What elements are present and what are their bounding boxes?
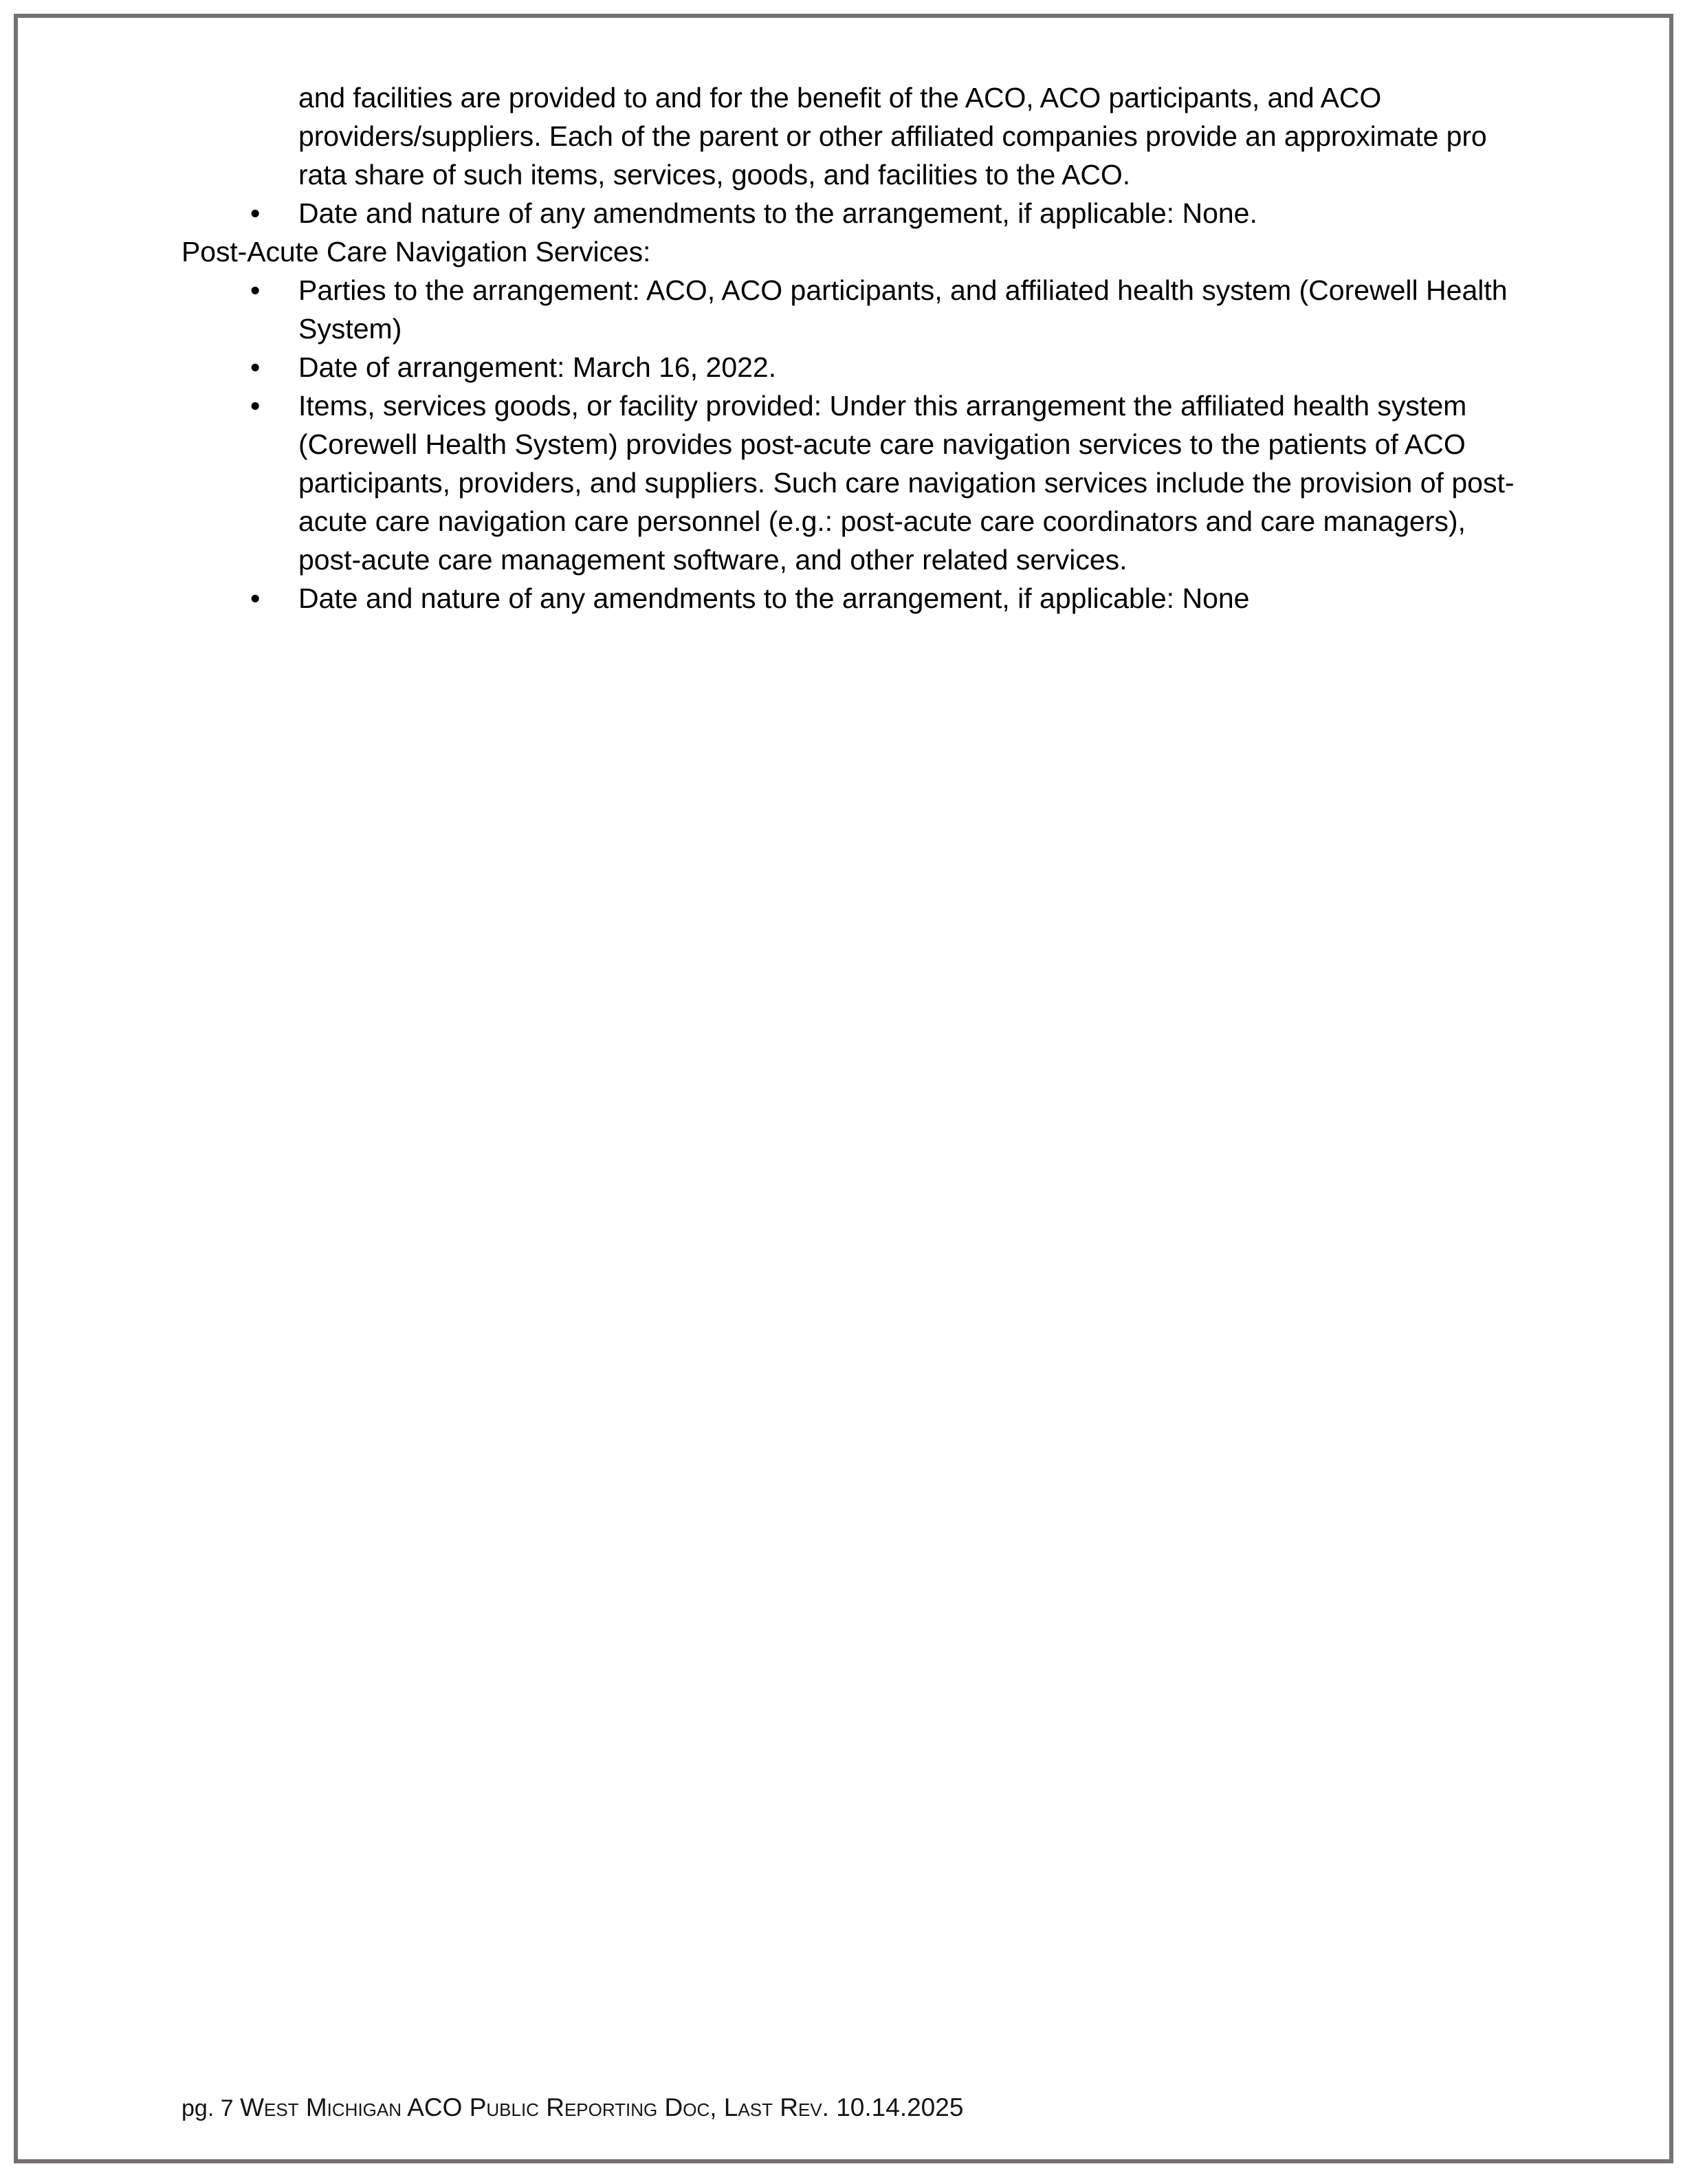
section-heading-post-acute: Post-Acute Care Navigation Services: xyxy=(182,236,651,267)
list-item xyxy=(182,386,1529,579)
continuation-paragraph: and facilities are provided to and for the benefit of the ACO, ACO participants, and ACO providers/suppliers. Each of the parent or other affiliated companies provide an approximate pro rata share of such items, services, goods, and facilities to the ACO. xyxy=(298,82,1487,190)
bullet-icon: • xyxy=(250,390,261,422)
bullet-list-first xyxy=(182,194,1529,232)
bullet-icon: • xyxy=(250,351,261,383)
footer-title: West Michigan ACO Public Reporting Doc, Last Rev. 10.14.2025 xyxy=(240,2093,964,2121)
page-footer xyxy=(182,2093,1529,2123)
bullet-icon: • xyxy=(250,582,261,614)
document-page xyxy=(14,14,1673,2163)
list-item-label: Date of arrangement: March 16, 2022. xyxy=(298,351,777,383)
bullet-icon: • xyxy=(250,197,261,229)
list-item xyxy=(182,271,1529,348)
page-inner xyxy=(18,18,1669,2159)
footer-page-number: pg. 7 xyxy=(182,2095,241,2121)
list-item-label: Date and nature of any amendments to the arrangement, if applicable: None xyxy=(298,582,1250,614)
list-item xyxy=(182,348,1529,386)
list-item-label: Items, services goods, or facility provided: Under this arrangement the affiliated health system (Corewell Health System) provides post-acute care navigation services to the patients of ACO participants, providers, and suppliers. Such care navigation services include the provision of post-acute care navigation care personnel (e.g.: post-acute care coordinators and care managers), post-acute care management software, and other related services. xyxy=(298,390,1515,576)
bullet-icon: • xyxy=(250,274,261,306)
bullet-list-post-acute xyxy=(182,271,1529,618)
document-body xyxy=(182,78,1529,618)
list-item-label: Date and nature of any amendments to the arrangement, if applicable: None. xyxy=(298,197,1257,229)
list-item-label: Parties to the arrangement: ACO, ACO participants, and affiliated health system (Corewell Health System) xyxy=(298,274,1508,345)
footer-text xyxy=(182,2093,1529,2123)
list-item xyxy=(182,579,1529,618)
list-item xyxy=(182,194,1529,232)
